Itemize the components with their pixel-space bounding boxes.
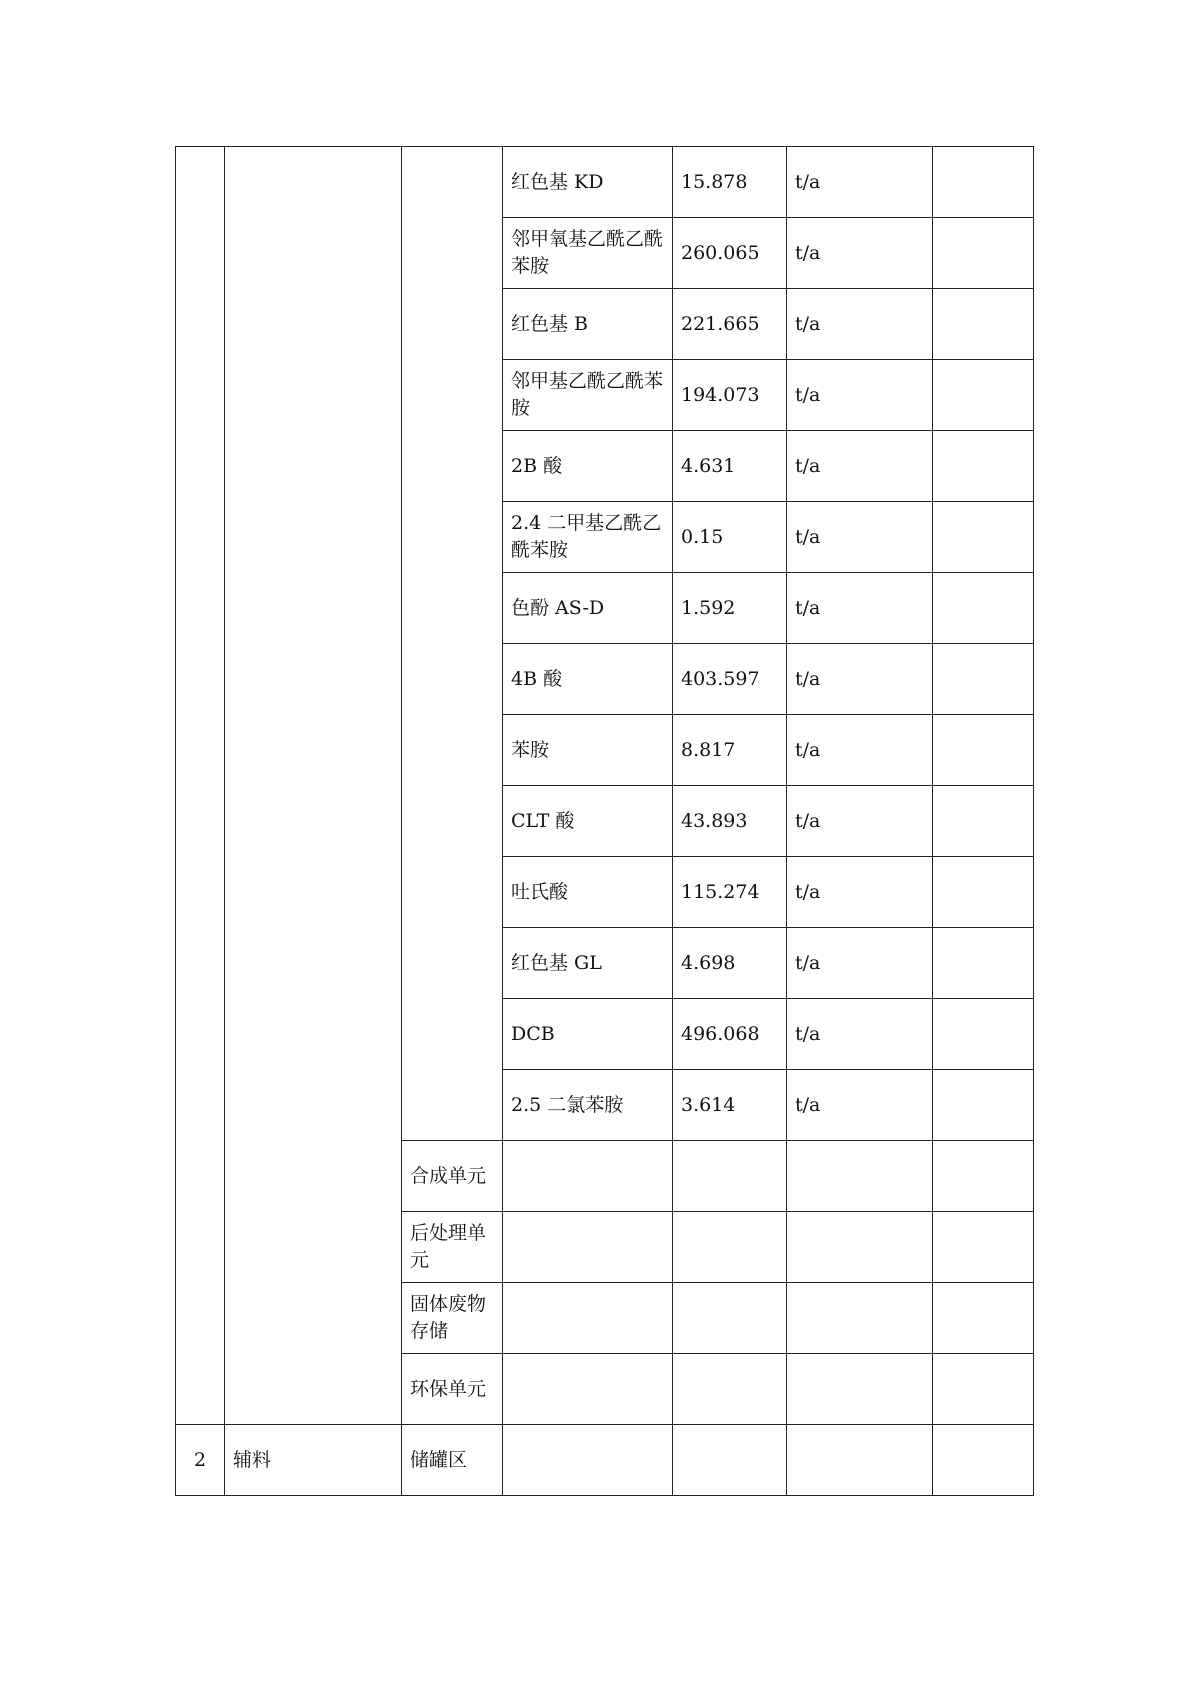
material-unit: t/a [787,857,933,928]
material-name: 红色基 KD [503,147,673,218]
material-value: 3.614 [673,1070,787,1141]
material-unit [787,1354,933,1425]
material-value: 8.817 [673,715,787,786]
material-value: 4.698 [673,928,787,999]
material-name: CLT 酸 [503,786,673,857]
table-row [176,147,1034,218]
remark-cell [933,573,1034,644]
material-unit [787,1141,933,1212]
material-unit: t/a [787,147,933,218]
materials-table [175,146,1034,1496]
remark-cell [933,999,1034,1070]
table-row [176,1425,1034,1496]
material-value [673,1283,787,1354]
material-unit: t/a [787,786,933,857]
material-name [503,1425,673,1496]
material-name: 苯胺 [503,715,673,786]
remark-cell [933,218,1034,289]
material-value: 4.631 [673,431,787,502]
remark-cell [933,928,1034,999]
material-value: 0.15 [673,502,787,573]
remark-cell [933,857,1034,928]
remark-cell [933,715,1034,786]
material-name: 2B 酸 [503,431,673,502]
material-name: 色酚 AS-D [503,573,673,644]
material-value [673,1425,787,1496]
material-value: 260.065 [673,218,787,289]
material-name: 吐氏酸 [503,857,673,928]
material-value: 221.665 [673,289,787,360]
unit-cell: 储罐区 [402,1425,503,1496]
remark-cell [933,1212,1034,1283]
material-name: 红色基 GL [503,928,673,999]
material-unit: t/a [787,715,933,786]
remark-cell [933,644,1034,715]
material-value: 1.592 [673,573,787,644]
material-unit: t/a [787,431,933,502]
remark-cell [933,1354,1034,1425]
material-value: 43.893 [673,786,787,857]
remark-cell [933,147,1034,218]
material-name: 红色基 B [503,289,673,360]
material-unit [787,1283,933,1354]
material-unit: t/a [787,999,933,1070]
material-value: 194.073 [673,360,787,431]
material-unit: t/a [787,502,933,573]
material-name: DCB [503,999,673,1070]
remark-cell [933,502,1034,573]
unit-cell: 固体废物存储 [402,1283,503,1354]
category-cell: 辅料 [225,1425,402,1496]
material-value [673,1141,787,1212]
material-name: 2.5 二氯苯胺 [503,1070,673,1141]
remark-cell [933,1141,1034,1212]
material-unit: t/a [787,1070,933,1141]
material-value: 403.597 [673,644,787,715]
material-unit: t/a [787,218,933,289]
material-unit: t/a [787,928,933,999]
material-unit [787,1425,933,1496]
index-cell [176,147,225,1425]
material-value [673,1212,787,1283]
material-unit: t/a [787,573,933,644]
material-name [503,1141,673,1212]
unit-cell: 合成单元 [402,1141,503,1212]
unit-cell [402,147,503,1141]
material-unit: t/a [787,289,933,360]
remark-cell [933,1070,1034,1141]
material-value [673,1354,787,1425]
category-cell [225,147,402,1425]
material-value: 496.068 [673,999,787,1070]
material-value: 115.274 [673,857,787,928]
remark-cell [933,1283,1034,1354]
material-name [503,1354,673,1425]
material-name: 2.4 二甲基乙酰乙酰苯胺 [503,502,673,573]
remark-cell [933,360,1034,431]
material-unit: t/a [787,644,933,715]
unit-cell: 环保单元 [402,1354,503,1425]
material-name: 邻甲基乙酰乙酰苯胺 [503,360,673,431]
material-name: 邻甲氧基乙酰乙酰苯胺 [503,218,673,289]
remark-cell [933,786,1034,857]
material-name: 4B 酸 [503,644,673,715]
material-name [503,1212,673,1283]
remark-cell [933,289,1034,360]
remark-cell [933,1425,1034,1496]
unit-cell: 后处理单元 [402,1212,503,1283]
material-name [503,1283,673,1354]
material-value: 15.878 [673,147,787,218]
remark-cell [933,431,1034,502]
material-unit [787,1212,933,1283]
material-unit: t/a [787,360,933,431]
index-cell: 2 [176,1425,225,1496]
